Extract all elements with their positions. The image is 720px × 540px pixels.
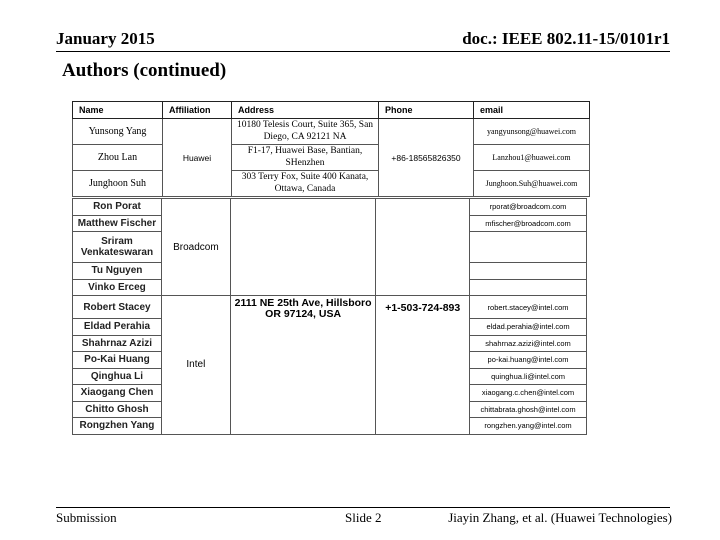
table-row: [73, 145, 590, 171]
author-name: Rongzhen Yang: [73, 418, 162, 435]
table-row: [73, 199, 587, 216]
header-doc-id: doc.: IEEE 802.11-15/0101r1: [462, 29, 670, 48]
author-name: Yunsong Yang: [73, 119, 163, 145]
address-cell: 10180 Telesis Court, Suite 365, San Diego, CA 92121 NA: [232, 119, 379, 145]
author-name: Qinghua Li: [73, 368, 162, 385]
col-header-phone: Phone: [379, 102, 474, 119]
author-name: Junghoon Suh: [73, 171, 163, 197]
col-header-affiliation: Affiliation: [163, 102, 232, 119]
address-cell: F1-17, Huawei Base, Bantian, SHenzhen: [232, 145, 379, 171]
author-name: Shahrnaz Azizi: [73, 335, 162, 352]
footer-slide-number: Slide 2: [345, 510, 382, 525]
affiliation-cell: Intel: [161, 296, 230, 435]
author-name: Zhou Lan: [73, 145, 163, 171]
author-name: Ron Porat: [73, 199, 162, 216]
email-cell: chittabrata.ghosh@intel.com: [470, 401, 587, 418]
author-name: Xiaogang Chen: [73, 385, 162, 402]
header-date: January 2015: [56, 29, 155, 48]
phone-cell: +1-503-724-893: [376, 296, 470, 435]
email-cell: xiaogang.c.chen@intel.com: [470, 385, 587, 402]
email-cell: [470, 279, 587, 296]
email-cell: po-kai.huang@intel.com: [470, 352, 587, 369]
col-header-email: email: [474, 102, 590, 119]
email-cell: rongzhen.yang@intel.com: [470, 418, 587, 435]
email-cell: yangyunsong@huawei.com: [474, 119, 590, 145]
author-name: Vinko Erceg: [73, 279, 162, 296]
author-name: Robert Stacey: [73, 296, 162, 319]
author-name: Eldad Perahia: [73, 319, 162, 336]
footer-authors: Jiayin Zhang, et al. (Huawei Technologies): [448, 510, 672, 525]
table-row: [73, 171, 590, 197]
col-header-name: Name: [73, 102, 163, 119]
email-cell: mfischer@broadcom.com: [470, 215, 587, 232]
table-header-row: [73, 102, 590, 119]
address-cell: 303 Terry Fox, Suite 400 Kanata, Ottawa, Canada: [232, 171, 379, 197]
address-cell: [230, 199, 376, 296]
author-name: Matthew Fischer: [73, 215, 162, 232]
header-rule: [56, 51, 670, 52]
footer-submission: Submission: [56, 510, 117, 525]
address-cell: 2111 NE 25th Ave, Hillsboro OR 97124, USA: [230, 296, 376, 435]
authors-table-broadcom-intel: [72, 198, 587, 435]
col-header-address: Address: [232, 102, 379, 119]
email-cell: rporat@broadcom.com: [470, 199, 587, 216]
email-cell: Lanzhou1@huawei.com: [474, 145, 590, 171]
author-name: Tu Nguyen: [73, 263, 162, 280]
email-cell: Junghoon.Suh@huawei.com: [474, 171, 590, 197]
authors-table-huawei: [72, 101, 590, 197]
email-cell: [470, 263, 587, 280]
phone-cell: +86-18565826350: [379, 119, 474, 197]
email-cell: [470, 232, 587, 263]
affiliation-cell: Huawei: [163, 119, 232, 197]
email-cell: eldad.perahia@intel.com: [470, 319, 587, 336]
author-name: Po-Kai Huang: [73, 352, 162, 369]
phone-cell: [376, 199, 470, 296]
slide-title: Authors (continued): [62, 60, 227, 81]
author-name: Sriram Venkateswaran: [73, 232, 162, 263]
affiliation-cell: Broadcom: [161, 199, 230, 296]
author-name: Chitto Ghosh: [73, 401, 162, 418]
table-row: [73, 296, 587, 319]
email-cell: robert.stacey@intel.com: [470, 296, 587, 319]
footer-rule: [56, 507, 670, 508]
email-cell: quinghua.li@intel.com: [470, 368, 587, 385]
table-row: [73, 119, 590, 145]
email-cell: shahrnaz.azizi@intel.com: [470, 335, 587, 352]
